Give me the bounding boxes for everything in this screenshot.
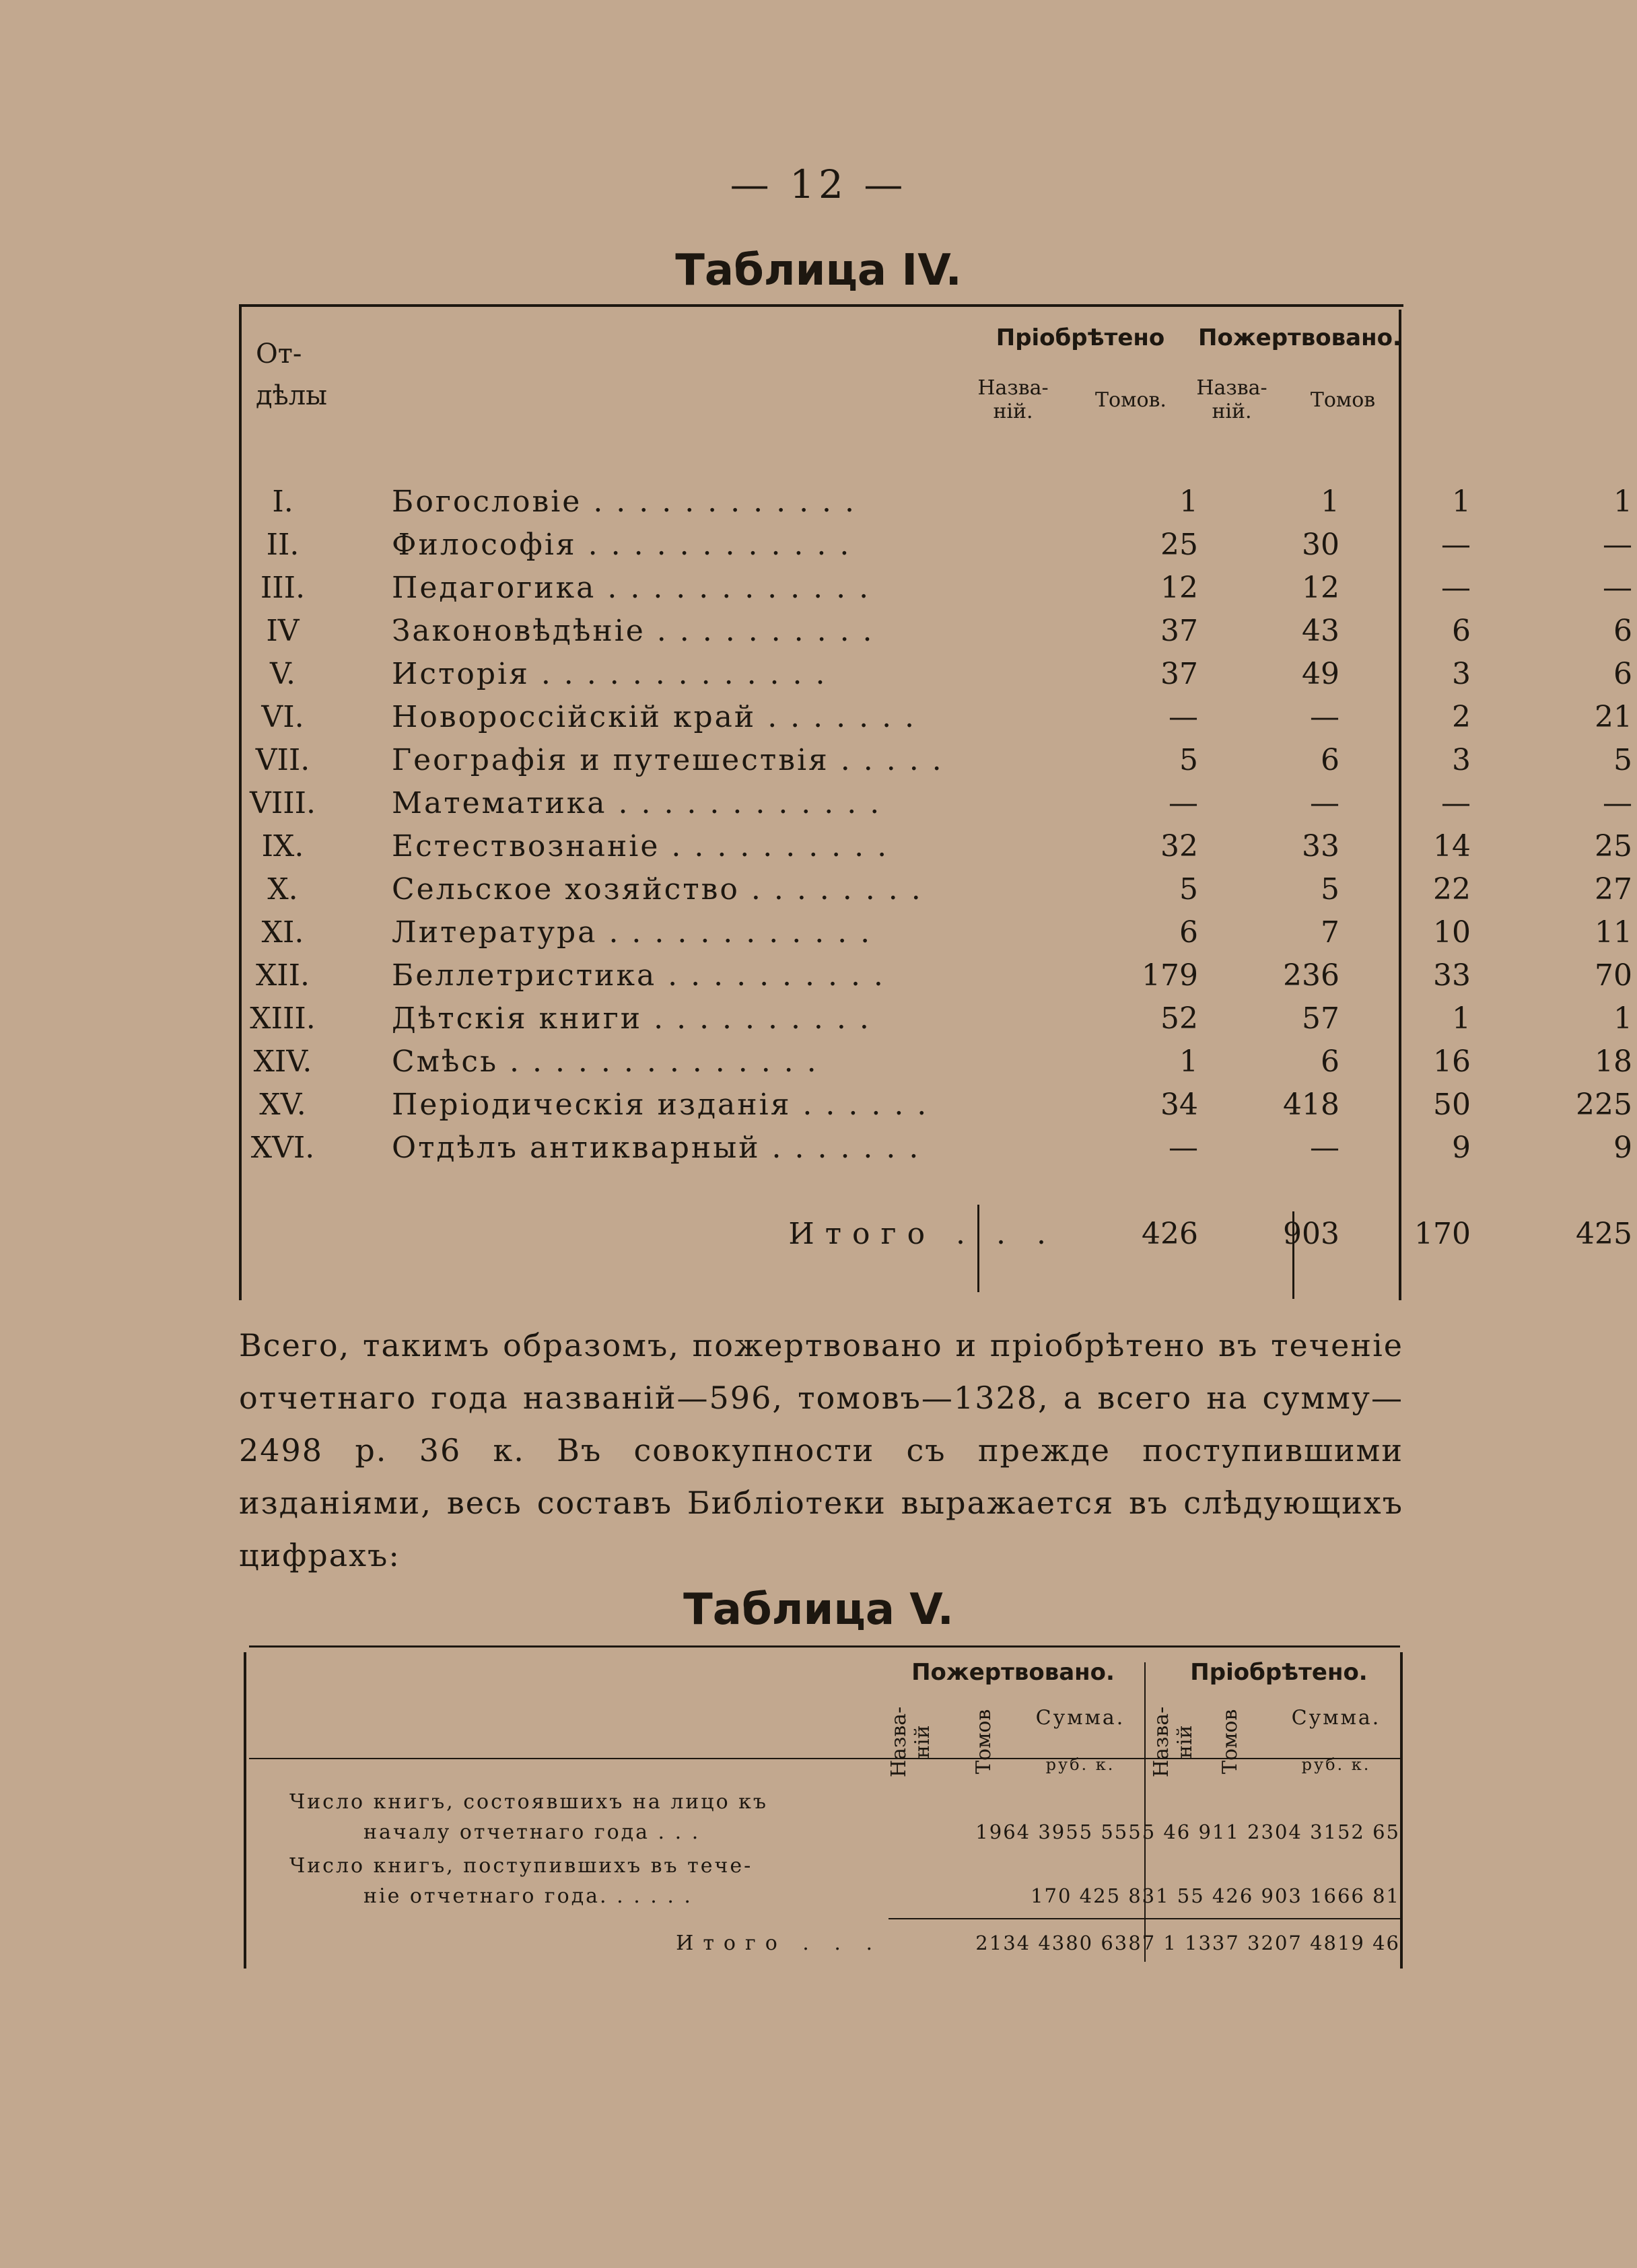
donated-volumes: —	[1603, 571, 1632, 605]
donated-volumes: 1	[1613, 1001, 1632, 1036]
table-row	[242, 700, 1632, 743]
table-row	[242, 1088, 1632, 1131]
table-row	[242, 485, 1632, 528]
donated-titles: 14	[1433, 829, 1471, 863]
donated-volumes: —	[1603, 786, 1632, 820]
donated-titles: 3	[1452, 657, 1471, 691]
row-department: Географія и путешествія . . . . .	[392, 743, 944, 777]
total-label: Итого . . .	[676, 1932, 882, 1955]
subheader-sum-acquired: Сумма.	[1291, 1706, 1381, 1730]
acquired-titles: 1	[1179, 485, 1198, 519]
table-row	[242, 958, 1632, 1001]
donated-volumes: 70	[1595, 958, 1632, 993]
subheader-titles-acquired: Назва- ній.	[977, 376, 1049, 423]
donated-titles: —	[1441, 571, 1471, 605]
subheader-titles-acquired: Назва- ній	[1150, 1706, 1197, 1777]
total-donated-titles: 170	[1414, 1217, 1471, 1251]
total-rule	[889, 1918, 1400, 1919]
group-header-donated: Пожертвовано.	[911, 1659, 1115, 1686]
acquired-titles: 34	[1160, 1088, 1198, 1122]
donated-titles: 2	[1452, 700, 1471, 734]
donated-volumes: 21	[1595, 700, 1632, 734]
row-numeral: XIV.	[253, 1044, 312, 1079]
row-numeral: IX.	[261, 829, 304, 863]
acquired-volumes: 236	[1283, 958, 1339, 993]
row-label: ніе отчетнаго года. . . . . .	[363, 1884, 693, 1908]
row-department: Естествознаніе . . . . . . . . . .	[392, 829, 889, 863]
acquired-titles: —	[1169, 700, 1198, 734]
table-iv-left-rule	[239, 304, 242, 1300]
acquired-volumes: 57	[1302, 1001, 1339, 1036]
acquired-titles: 12	[1160, 571, 1198, 605]
row-numeral: XVI.	[250, 1131, 315, 1165]
acquired-titles: —	[1169, 1131, 1198, 1165]
donated-volumes: 6	[1613, 614, 1632, 648]
donated-titles: —	[1441, 528, 1471, 562]
row-department: Дѣтскія книги . . . . . . . . . .	[392, 1001, 871, 1036]
table-row	[242, 829, 1632, 872]
row-numeral: XV.	[259, 1088, 306, 1122]
row-values: 1964 3955 5555 46 911 2304 3152 65	[975, 1820, 1400, 1843]
acquired-titles: 37	[1160, 614, 1198, 648]
total-acquired-volumes: 903	[1283, 1217, 1339, 1251]
table-v-top-rule	[249, 1645, 1400, 1647]
row-department: Смѣсь . . . . . . . . . . . . . .	[392, 1044, 818, 1079]
subheader-volumes-donated: Томов	[1310, 388, 1376, 412]
subheader-titles-donated: Назва- ній	[887, 1706, 934, 1777]
paragraph-text: Всего, такимъ образомъ, пожертвовано и пріобрѣтено въ теченіе отчетнаго года названій—596, томовъ—1328, а всего на сумму—2498 р. 36 к. Въ совокупности съ прежде поступившими изданіями, весь составъ Библіотеки выражается въ слѣдующихъ цифрахъ:	[239, 1327, 1403, 1573]
donated-volumes: 18	[1595, 1044, 1632, 1079]
acquired-volumes: —	[1310, 700, 1339, 734]
table-total-row	[242, 1217, 1632, 1260]
subheader-rub-acquired: руб. к.	[1301, 1755, 1371, 1774]
row-numeral: V.	[269, 657, 296, 691]
row-department: Педагогика . . . . . . . . . . . .	[392, 571, 871, 605]
row-numeral: I.	[272, 485, 293, 519]
row-values: 170 425 831 55 426 903 1666 81	[1031, 1884, 1400, 1907]
donated-titles: 33	[1433, 958, 1471, 993]
total-acquired-titles: 426	[1142, 1217, 1198, 1251]
row-department: Богословіе . . . . . . . . . . . .	[392, 485, 857, 519]
acquired-titles: 1	[1179, 1044, 1198, 1079]
donated-titles: 50	[1433, 1088, 1471, 1122]
group-header-donated: Пожертвовано.	[1198, 324, 1401, 351]
donated-titles: 16	[1433, 1044, 1471, 1079]
group-header-acquired: Пріобрѣтено	[996, 324, 1165, 351]
row-department: Сельское хозяйство . . . . . . . .	[392, 872, 923, 907]
donated-titles: 10	[1433, 915, 1471, 950]
acquired-volumes: 12	[1302, 571, 1339, 605]
row-department: Беллетристика . . . . . . . . . .	[392, 958, 885, 993]
acquired-titles: 5	[1179, 743, 1198, 777]
acquired-volumes: 33	[1302, 829, 1339, 863]
row-numeral: II.	[266, 528, 300, 562]
table-row	[242, 1044, 1632, 1088]
total-donated-volumes: 425	[1576, 1217, 1632, 1251]
row-department: Законовѣдѣніе . . . . . . . . . .	[392, 614, 874, 648]
donated-volumes: 1	[1613, 485, 1632, 519]
row-department: Литература . . . . . . . . . . . .	[392, 915, 872, 950]
acquired-volumes: 43	[1302, 614, 1339, 648]
row-department: Новороссійскій край . . . . . . .	[392, 700, 917, 734]
row-numeral: VIII.	[250, 786, 316, 820]
acquired-volumes: 49	[1302, 657, 1339, 691]
acquired-volumes: 6	[1321, 1044, 1339, 1079]
donated-titles: 22	[1433, 872, 1471, 907]
subheader-titles-donated: Назва- ній.	[1196, 376, 1267, 423]
row-label: Число книгъ, поступившихъ въ тече-	[289, 1854, 753, 1878]
row-department: Исторія . . . . . . . . . . . . .	[392, 657, 827, 691]
donated-volumes: —	[1603, 528, 1632, 562]
table-row	[242, 1001, 1632, 1044]
acquired-volumes: 1	[1321, 485, 1339, 519]
row-numeral: XII.	[255, 958, 310, 993]
donated-volumes: 5	[1613, 743, 1632, 777]
donated-titles: —	[1441, 786, 1471, 820]
acquired-volumes: 6	[1321, 743, 1339, 777]
table-row	[242, 614, 1632, 657]
row-numeral: XIII.	[250, 1001, 316, 1036]
subheader-rub-donated: руб. к.	[1045, 1755, 1115, 1774]
acquired-volumes: —	[1310, 1131, 1339, 1165]
donated-volumes: 9	[1613, 1131, 1632, 1165]
table-v-title: Таблица V.	[683, 1585, 954, 1635]
table-v-inner-rule	[1144, 1662, 1146, 1962]
subheader-volumes-acquired: Томов.	[1095, 388, 1166, 412]
row-numeral: IV	[266, 614, 300, 648]
row-label: Число книгъ, состоявшихъ на лицо къ	[289, 1790, 769, 1814]
subheader-volumes-acquired: Томов	[1218, 1709, 1242, 1775]
total-values: 2134 4380 6387 1 1337 3207 4819 46	[975, 1932, 1400, 1954]
page-number: — 12 —	[730, 162, 907, 207]
table-iv-top-rule	[239, 304, 1403, 307]
table-row	[242, 872, 1632, 915]
acquired-volumes: 5	[1321, 872, 1339, 907]
table-row	[242, 528, 1632, 571]
donated-titles: 6	[1452, 614, 1471, 648]
table-row	[242, 786, 1632, 829]
row-department: Математика . . . . . . . . . . . .	[392, 786, 882, 820]
total-label: Итого . . .	[788, 1217, 1057, 1251]
summary-paragraph	[239, 1319, 1403, 1582]
donated-volumes: 225	[1576, 1088, 1632, 1122]
donated-titles: 1	[1452, 485, 1471, 519]
table-row	[242, 657, 1632, 700]
table-row	[242, 743, 1632, 786]
row-department: Періодическія изданія . . . . . .	[392, 1088, 929, 1122]
subheader-volumes-donated: Томов	[972, 1709, 996, 1775]
acquired-titles: —	[1169, 786, 1198, 820]
table-row	[242, 1131, 1632, 1174]
acquired-titles: 6	[1179, 915, 1198, 950]
row-numeral: X.	[267, 872, 298, 907]
table-iv-title: Таблица IV.	[675, 246, 962, 295]
donated-titles: 1	[1452, 1001, 1471, 1036]
acquired-titles: 37	[1160, 657, 1198, 691]
acquired-titles: 32	[1160, 829, 1198, 863]
table-row	[242, 571, 1632, 614]
row-label: началу отчетнаго года . . .	[363, 1820, 701, 1844]
row-numeral: VI.	[261, 700, 304, 734]
table-v-right-rule	[1400, 1652, 1403, 1969]
table-row	[242, 915, 1632, 958]
acquired-titles: 52	[1160, 1001, 1198, 1036]
donated-volumes: 11	[1595, 915, 1632, 950]
acquired-volumes: —	[1310, 786, 1339, 820]
row-numeral: VII.	[255, 743, 310, 777]
row-department: Отдѣлъ антикварный . . . . . . .	[392, 1131, 921, 1165]
col-header-departments: От- дѣлы	[256, 339, 327, 411]
donated-titles: 9	[1452, 1131, 1471, 1165]
acquired-titles: 179	[1142, 958, 1198, 993]
donated-titles: 3	[1452, 743, 1471, 777]
row-numeral: III.	[260, 571, 306, 605]
group-header-acquired: Пріобрѣтено.	[1190, 1659, 1368, 1686]
acquired-volumes: 30	[1302, 528, 1339, 562]
acquired-volumes: 418	[1283, 1088, 1339, 1122]
acquired-titles: 5	[1179, 872, 1198, 907]
donated-volumes: 27	[1595, 872, 1632, 907]
row-department: Философія . . . . . . . . . . . .	[392, 528, 851, 562]
table-v-left-rule	[244, 1652, 246, 1969]
acquired-titles: 25	[1160, 528, 1198, 562]
donated-volumes: 25	[1595, 829, 1632, 863]
subheader-sum-donated: Сумма.	[1035, 1706, 1125, 1730]
acquired-volumes: 7	[1321, 915, 1339, 950]
row-numeral: XI.	[261, 915, 304, 950]
donated-volumes: 6	[1613, 657, 1632, 691]
